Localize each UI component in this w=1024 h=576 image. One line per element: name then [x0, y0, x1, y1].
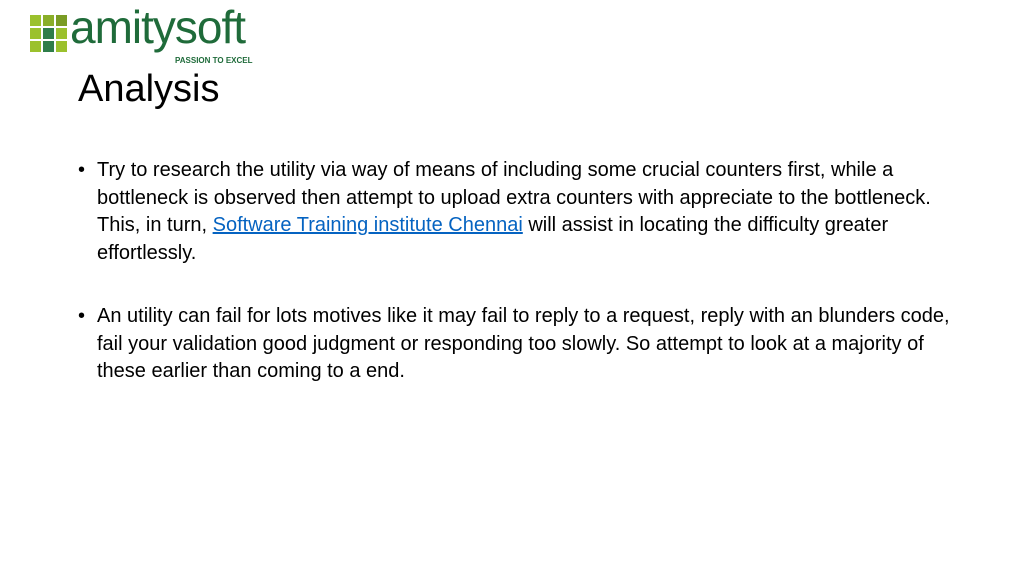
bullet-dot-icon: •	[78, 159, 86, 181]
slide-title: Analysis	[78, 68, 220, 110]
logo-grid-cell	[56, 41, 67, 52]
logo-grid-cell	[43, 15, 54, 26]
logo-wordmark: amitysoft	[70, 1, 246, 53]
bullet-list	[78, 157, 958, 422]
logo-tagline: PASSION TO EXCEL	[175, 56, 253, 65]
logo-grid-cell	[30, 41, 41, 52]
bullet-dot-icon: •	[78, 305, 86, 327]
software-training-link[interactable]: Software Training institute Chennai	[212, 214, 523, 236]
logo-grid-cell	[30, 15, 41, 26]
bullet-item	[78, 303, 958, 386]
bullet-item	[78, 157, 958, 267]
logo-grid-cell	[43, 28, 54, 39]
amitysoft-logo	[30, 1, 280, 69]
logo-grid-cell	[56, 28, 67, 39]
logo-grid-cell	[43, 41, 54, 52]
bullet-text: An utility can fail for lots motives like it may fail to reply to a request, reply with an blunders code, fail your validation good judgment or responding too slowly. So attempt to look at a majority of these earlier than coming to a end.	[97, 305, 950, 382]
logo-grid-cell	[30, 28, 41, 39]
logo-grid-cell	[56, 15, 67, 26]
logo-grid-icon	[30, 15, 68, 53]
bullet-text-end: will assist in locating the difficulty greater effortlessly.	[97, 214, 889, 264]
bullet-text: Try to research the utility via way of means of including some crucial counters first, while a bottleneck is observed then attempt to upload extra counters with appreciate to the bottleneck. This, in turn,	[97, 159, 931, 236]
